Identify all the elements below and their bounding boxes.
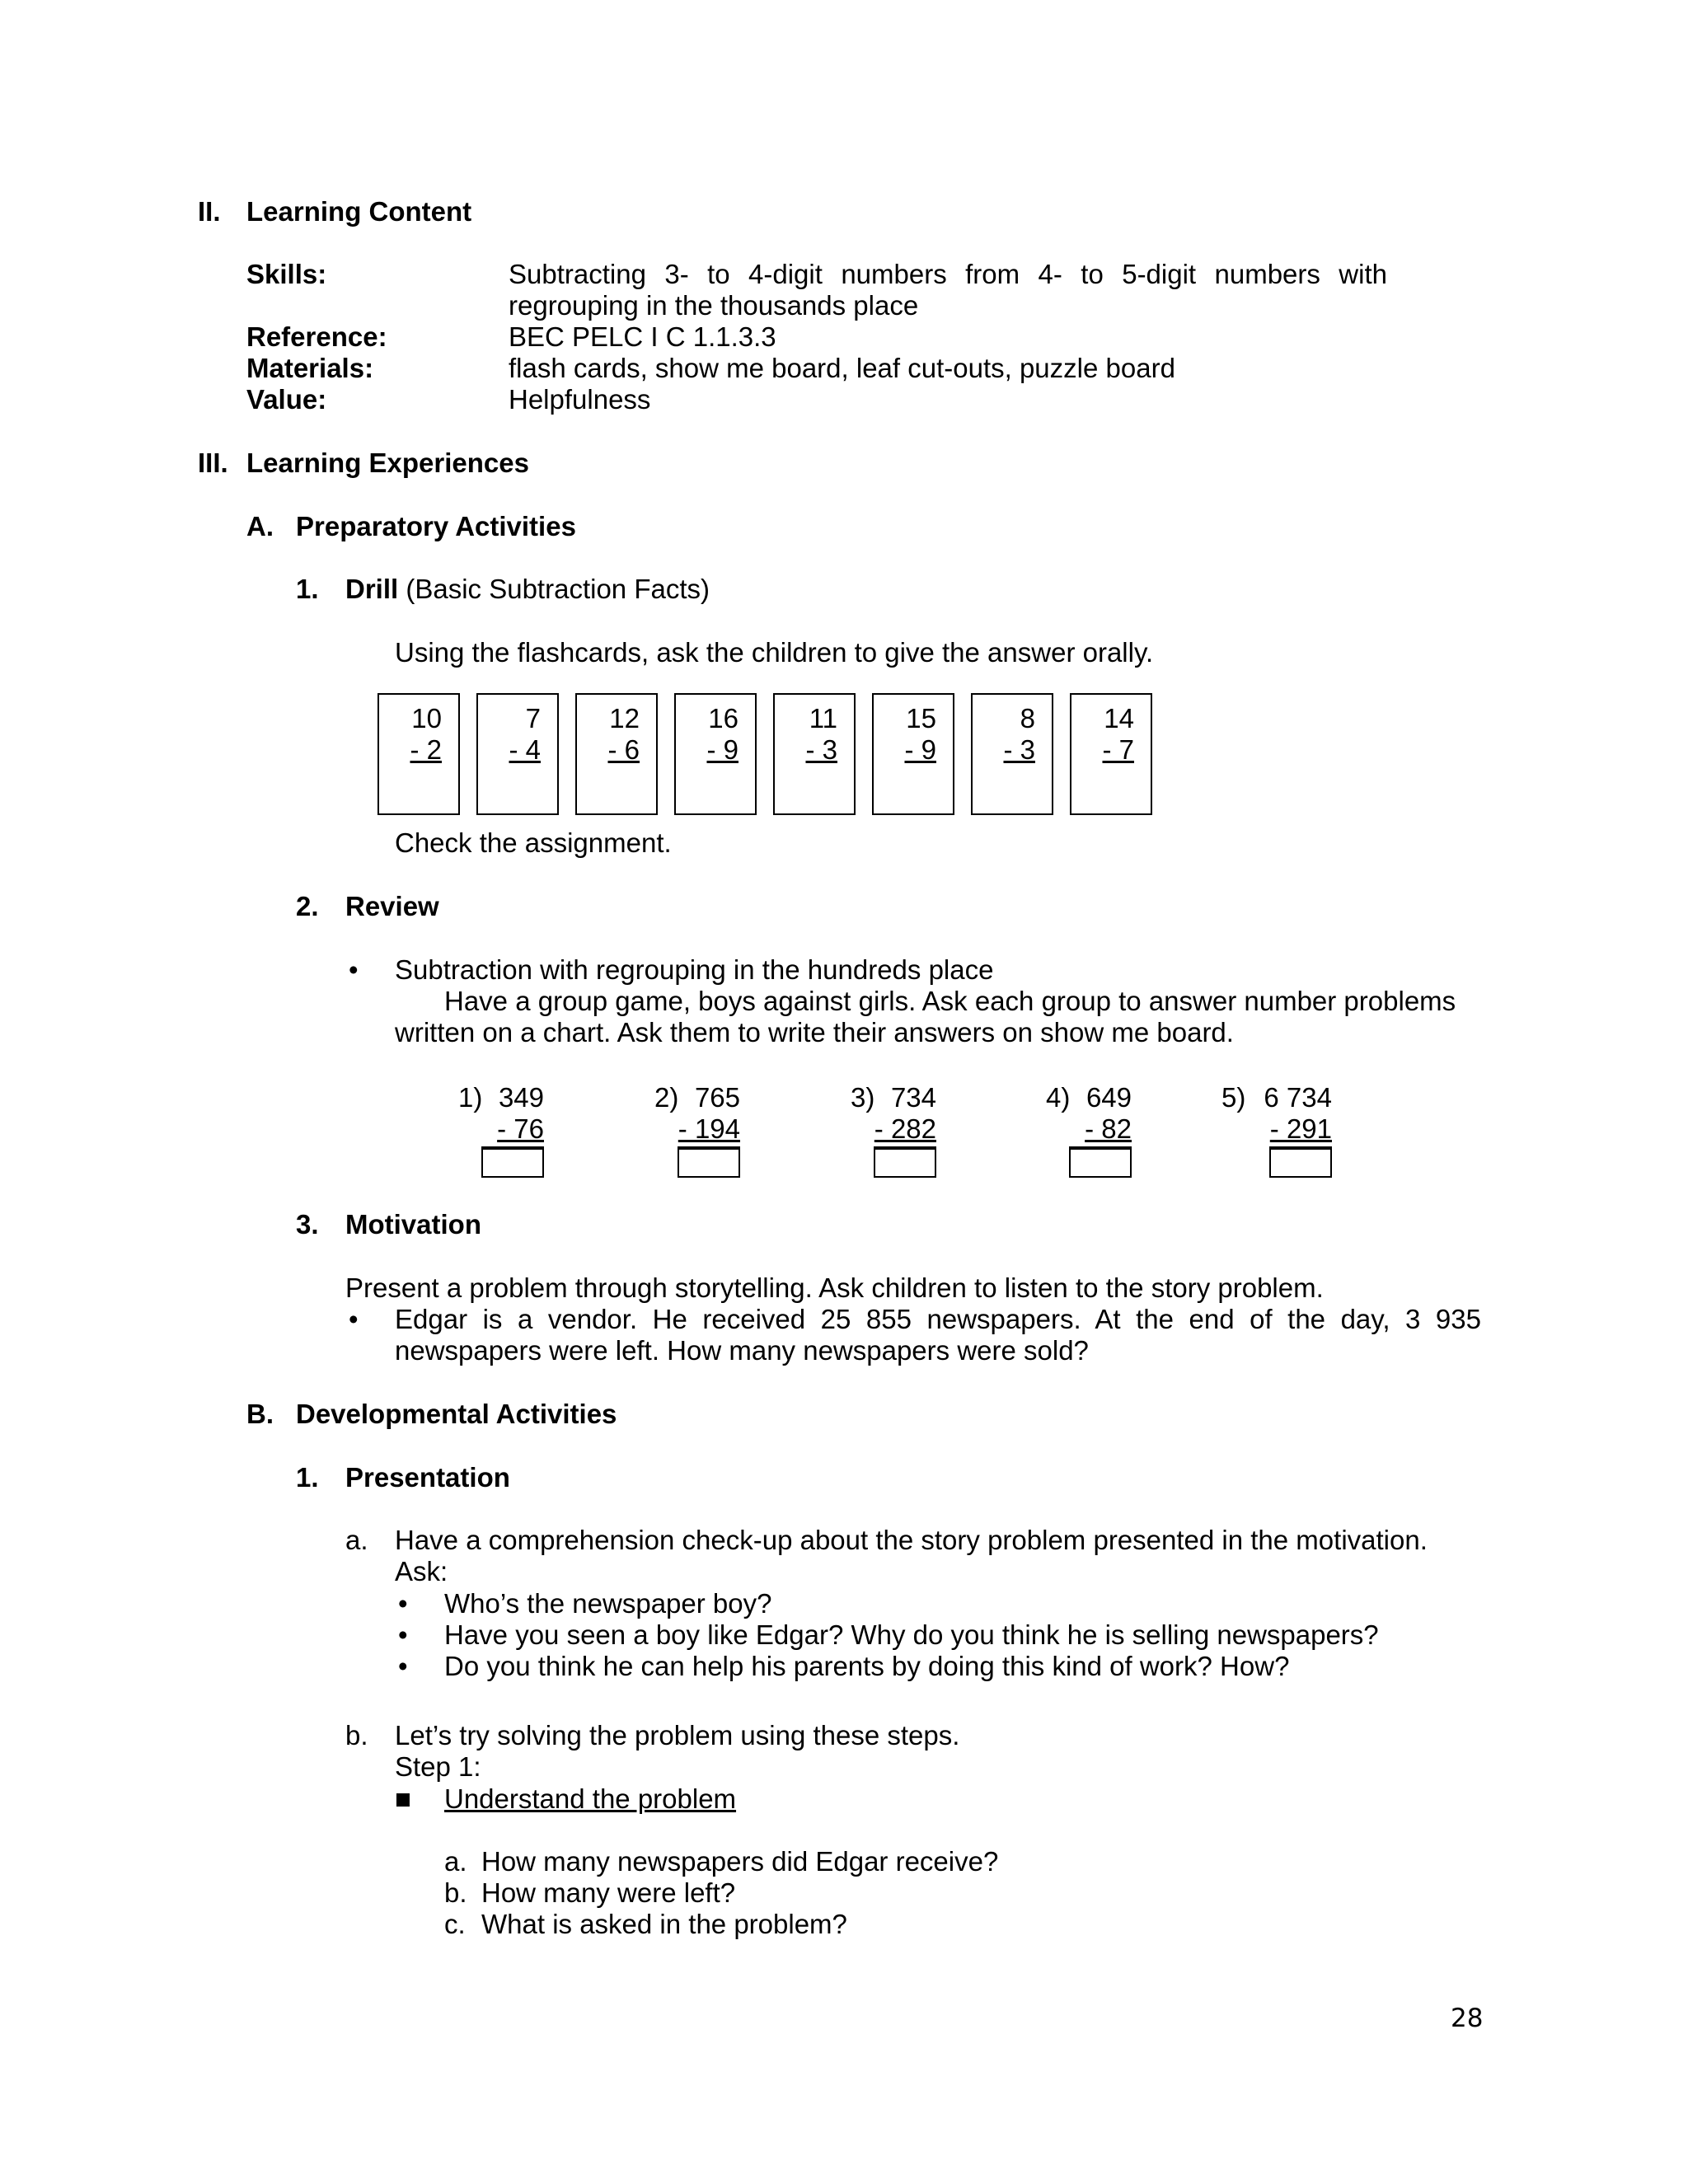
presentation-number: 1.	[296, 1462, 319, 1493]
presentation-a-bullet: Have you seen a boy like Edgar? Why do you think he is selling newspapers?	[444, 1619, 1379, 1650]
presentation-b-square-item: Understand the problem	[444, 1783, 737, 1814]
review-title: Review	[345, 891, 439, 921]
problem-bottom: - 282	[874, 1113, 936, 1144]
motivation-number: 3.	[296, 1209, 319, 1240]
value-value: Helpfulness	[509, 384, 651, 415]
question-text: How many were left?	[481, 1877, 736, 1908]
drill-title: Drill	[345, 574, 399, 604]
flashcard	[476, 693, 559, 815]
question-label: a.	[444, 1846, 467, 1877]
review-problem	[851, 1082, 936, 1179]
review-para-line1: Have a group game, boys against girls. Ask each group to answer number problems	[444, 986, 1456, 1016]
review-bullet: Subtraction with regrouping in the hundreds place	[395, 954, 994, 985]
bullet-icon: •	[398, 1588, 408, 1619]
flashcard	[575, 693, 658, 815]
materials-value: flash cards, show me board, leaf cut-outs, puzzle board	[509, 353, 1175, 383]
flashcard-top: 15	[906, 703, 936, 733]
flashcard-bottom: - 6	[607, 734, 640, 765]
review-number: 2.	[296, 891, 319, 921]
problem-label: 3)	[851, 1082, 875, 1113]
flashcard-top: 7	[525, 703, 541, 733]
answer-box	[874, 1146, 936, 1178]
question-label: c.	[444, 1909, 466, 1939]
flashcard-bottom: - 3	[1003, 734, 1035, 765]
flashcard-top: 8	[1020, 703, 1035, 733]
problem-bottom: - 194	[678, 1113, 740, 1144]
flashcard-bottom: - 2	[410, 734, 442, 765]
problem-top: 649	[1085, 1082, 1132, 1113]
section-2-title: Learning Content	[246, 196, 472, 227]
section-2-numeral: II.	[198, 196, 221, 227]
flashcard-bottom: - 3	[805, 734, 837, 765]
flashcard	[674, 693, 757, 815]
motivation-bullet-line1: Edgar is a vendor. He received 25 855 newspapers. At the end of the day, 3 935	[395, 1304, 1481, 1334]
square-bullet-icon: ■	[395, 1783, 411, 1814]
flashcard-bottom: - 9	[904, 734, 936, 765]
problem-bottom: - 291	[1269, 1113, 1332, 1144]
motivation-title: Motivation	[345, 1209, 481, 1240]
bullet-icon: •	[349, 954, 359, 985]
flashcard-top: 14	[1104, 703, 1134, 733]
drill-heading	[345, 574, 710, 605]
materials-label: Materials:	[246, 353, 374, 383]
flashcard	[377, 693, 460, 815]
presentation-title: Presentation	[345, 1462, 510, 1493]
presentation-b-label: b.	[345, 1720, 368, 1750]
bullet-icon: •	[398, 1651, 408, 1681]
bullet-icon: •	[349, 1304, 359, 1334]
drill-number: 1.	[296, 574, 319, 604]
bullet-icon: •	[398, 1619, 408, 1650]
drill-subtitle: (Basic Subtraction Facts)	[406, 574, 710, 604]
section-3-numeral: III.	[198, 448, 228, 478]
presentation-b-text: Let’s try solving the problem using these steps.	[395, 1720, 960, 1750]
problem-top: 765	[694, 1082, 740, 1113]
review-problem	[654, 1082, 740, 1179]
review-problem	[458, 1082, 544, 1179]
flashcard	[872, 693, 954, 815]
review-para-line2: written on a chart. Ask them to write their answers on show me board.	[395, 1017, 1234, 1047]
section-3-title: Learning Experiences	[246, 448, 529, 478]
presentation-b-step: Step 1:	[395, 1751, 481, 1782]
presentation-a-label: a.	[345, 1525, 368, 1555]
presentation-a-text: Have a comprehension check-up about the story problem presented in the motivation.	[395, 1525, 1428, 1555]
answer-box	[481, 1146, 544, 1178]
part-b-letter: B.	[246, 1399, 274, 1429]
flashcard-bottom: - 4	[509, 734, 541, 765]
presentation-a-ask: Ask:	[395, 1556, 448, 1586]
flashcard	[773, 693, 856, 815]
presentation-a-bullet: Who’s the newspaper boy?	[444, 1588, 772, 1619]
flashcard-top: 16	[708, 703, 738, 733]
problem-bottom: - 76	[497, 1113, 544, 1144]
flashcard	[971, 693, 1053, 815]
question-text: What is asked in the problem?	[481, 1909, 847, 1939]
skills-value-line2: regrouping in the thousands place	[509, 290, 919, 321]
skills-value-line1: Subtracting 3- to 4-digit numbers from 4- to 5-digit numbers with	[509, 259, 1387, 289]
problem-bottom: - 82	[1085, 1113, 1132, 1144]
problem-label: 2)	[654, 1082, 679, 1113]
part-b-title: Developmental Activities	[296, 1399, 617, 1429]
problem-top: 734	[890, 1082, 936, 1113]
answer-box	[678, 1146, 740, 1178]
flashcard	[1070, 693, 1152, 815]
drill-instruction: Using the flashcards, ask the children to give the answer orally.	[395, 637, 1154, 668]
flashcard-top: 11	[809, 703, 837, 733]
flashcard-bottom: - 9	[706, 734, 738, 765]
problem-label: 4)	[1046, 1082, 1071, 1113]
flashcard-bottom: - 7	[1102, 734, 1134, 765]
motivation-intro: Present a problem through storytelling. Ask children to listen to the story problem.	[345, 1272, 1324, 1303]
motivation-bullet-line2: newspapers were left. How many newspapers were sold?	[395, 1335, 1089, 1366]
question-label: b.	[444, 1877, 467, 1908]
answer-box	[1069, 1146, 1132, 1178]
skills-label: Skills:	[246, 259, 327, 289]
part-a-letter: A.	[246, 511, 274, 541]
question-text: How many newspapers did Edgar receive?	[481, 1846, 999, 1877]
problem-top: 6 734	[1264, 1082, 1332, 1113]
part-a-title: Preparatory Activities	[296, 511, 576, 541]
review-problem	[1221, 1082, 1332, 1179]
value-label: Value:	[246, 384, 327, 415]
problem-label: 5)	[1221, 1082, 1246, 1113]
reference-value: BEC PELC I C 1.1.3.3	[509, 321, 776, 352]
problem-top: 349	[498, 1082, 544, 1113]
flashcard-top: 10	[411, 703, 442, 733]
reference-label: Reference:	[246, 321, 387, 352]
drill-after: Check the assignment.	[395, 827, 672, 858]
review-problem	[1046, 1082, 1132, 1179]
problem-label: 1)	[458, 1082, 483, 1113]
presentation-a-bullet: Do you think he can help his parents by doing this kind of work? How?	[444, 1651, 1290, 1681]
page-number: 28	[1451, 2004, 1484, 2033]
flashcard-top: 12	[609, 703, 640, 733]
answer-box	[1269, 1146, 1332, 1178]
